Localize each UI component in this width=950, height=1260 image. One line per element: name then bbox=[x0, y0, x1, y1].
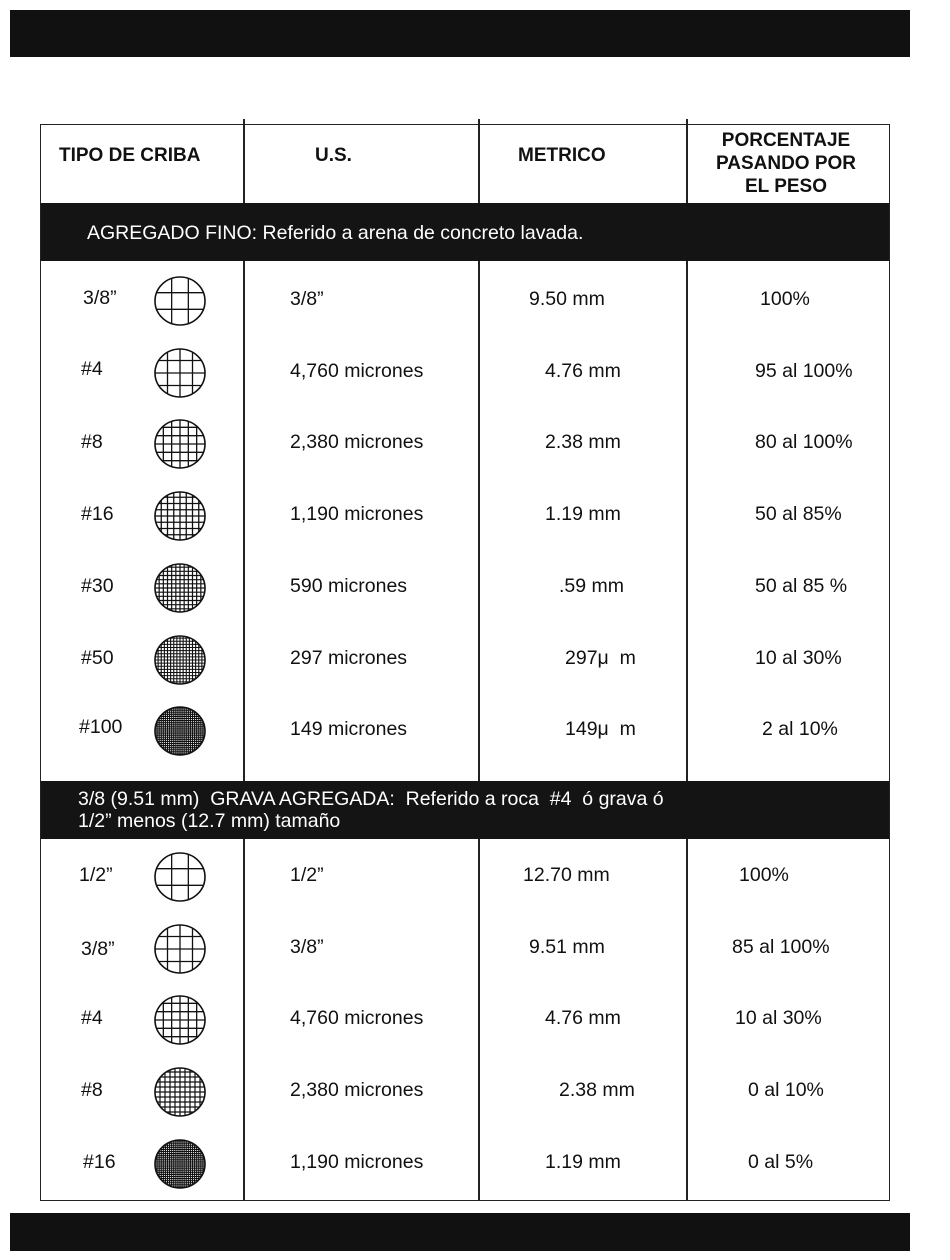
percent-value: 10 al 30% bbox=[755, 646, 842, 669]
percent-value: 95 al 100% bbox=[755, 359, 853, 382]
sieve-label: #4 bbox=[81, 1007, 103, 1030]
bottom-banner bbox=[10, 1213, 910, 1251]
sieve-label: #30 bbox=[81, 574, 114, 597]
percent-value: 100% bbox=[760, 288, 810, 310]
gravel-aggregate-title-line1: 3/8 (9.51 mm) GRAVA AGREGADA: Referido a roca #4 ó grava ó bbox=[78, 788, 664, 810]
sieve-mesh-icon bbox=[153, 561, 207, 615]
sieve-table bbox=[40, 124, 890, 1201]
sieve-mesh-icon bbox=[153, 704, 207, 758]
top-banner bbox=[10, 10, 910, 57]
sieve-mesh-icon bbox=[153, 633, 207, 687]
percent-value: 80 al 100% bbox=[755, 431, 853, 454]
sieve-mesh-icon bbox=[153, 1137, 207, 1191]
sieve-mesh-icon bbox=[153, 346, 207, 400]
column-divider bbox=[686, 119, 688, 1201]
us-value: 4,760 micrones bbox=[290, 359, 424, 382]
metric-value: 2.38 mm bbox=[545, 431, 621, 454]
sieve-mesh-icon bbox=[153, 993, 207, 1047]
sieve-label: 3/8” bbox=[83, 287, 117, 309]
us-value: 1,190 micrones bbox=[290, 1150, 424, 1173]
fine-aggregate-band bbox=[41, 203, 889, 261]
header-percent-line2: PASANDO POR bbox=[715, 153, 857, 174]
sieve-mesh-icon bbox=[153, 922, 207, 976]
us-value: 297 micrones bbox=[290, 646, 408, 669]
percent-value: 0 al 5% bbox=[748, 1150, 814, 1173]
percent-value: 100% bbox=[739, 864, 789, 886]
percent-value: 50 al 85% bbox=[755, 503, 842, 526]
gravel-aggregate-band bbox=[41, 781, 889, 839]
us-value: 590 micrones bbox=[290, 574, 408, 597]
us-value: 2,380 micrones bbox=[290, 431, 424, 454]
sieve-mesh-icon bbox=[153, 489, 207, 543]
sieve-mesh-icon bbox=[153, 417, 207, 471]
metric-value: .59 mm bbox=[559, 574, 625, 597]
sieve-mesh-icon bbox=[153, 850, 207, 904]
metric-value: 1.19 mm bbox=[545, 1150, 621, 1173]
column-divider bbox=[478, 119, 480, 1201]
percent-value: 50 al 85 % bbox=[755, 574, 848, 597]
header-percent-line1: PORCENTAJE bbox=[721, 130, 851, 151]
sieve-label: #50 bbox=[81, 646, 114, 669]
sieve-label: 3/8” bbox=[81, 937, 115, 960]
metric-value: 4.76 mm bbox=[545, 1007, 621, 1030]
metric-value: 1.19 mm bbox=[545, 503, 621, 526]
metric-value: 12.70 mm bbox=[523, 864, 610, 886]
us-value: 1,190 micrones bbox=[290, 503, 424, 526]
metric-value: 149μ m bbox=[565, 718, 636, 741]
header-us: U.S. bbox=[315, 145, 352, 166]
sieve-label: #4 bbox=[81, 357, 103, 380]
sieve-mesh-icon bbox=[153, 1065, 207, 1119]
header-metric: METRICO bbox=[518, 145, 606, 166]
sieve-mesh-icon bbox=[153, 274, 207, 328]
us-value: 4,760 micrones bbox=[290, 1007, 424, 1030]
header-percent-line3: EL PESO bbox=[744, 176, 827, 197]
gravel-aggregate-title-line2: 1/2” menos (12.7 mm) tamaño bbox=[78, 810, 341, 832]
metric-value: 297μ m bbox=[565, 646, 636, 669]
percent-value: 0 al 10% bbox=[748, 1079, 824, 1102]
percent-value: 2 al 10% bbox=[762, 718, 838, 741]
us-value: 3/8” bbox=[290, 935, 324, 958]
us-value: 2,380 micrones bbox=[290, 1079, 424, 1102]
sieve-label: #16 bbox=[81, 503, 114, 526]
us-value: 149 micrones bbox=[290, 718, 408, 741]
fine-aggregate-title: AGREGADO FINO: Referido a arena de concreto lavada. bbox=[87, 222, 584, 244]
sieve-label: #8 bbox=[81, 431, 103, 454]
sieve-label: #16 bbox=[83, 1150, 116, 1173]
metric-value: 2.38 mm bbox=[559, 1079, 635, 1102]
percent-value: 85 al 100% bbox=[732, 935, 830, 958]
us-value: 1/2” bbox=[290, 864, 324, 886]
header-sieve-type: TIPO DE CRIBA bbox=[59, 145, 201, 166]
sieve-label: #100 bbox=[79, 716, 123, 739]
column-divider bbox=[243, 119, 245, 1201]
metric-value: 4.76 mm bbox=[545, 359, 621, 382]
percent-value: 10 al 30% bbox=[735, 1007, 822, 1030]
metric-value: 9.50 mm bbox=[529, 288, 605, 310]
sieve-label: #8 bbox=[81, 1079, 103, 1102]
us-value: 3/8” bbox=[290, 288, 324, 310]
metric-value: 9.51 mm bbox=[529, 935, 605, 958]
sieve-label: 1/2” bbox=[79, 864, 113, 886]
